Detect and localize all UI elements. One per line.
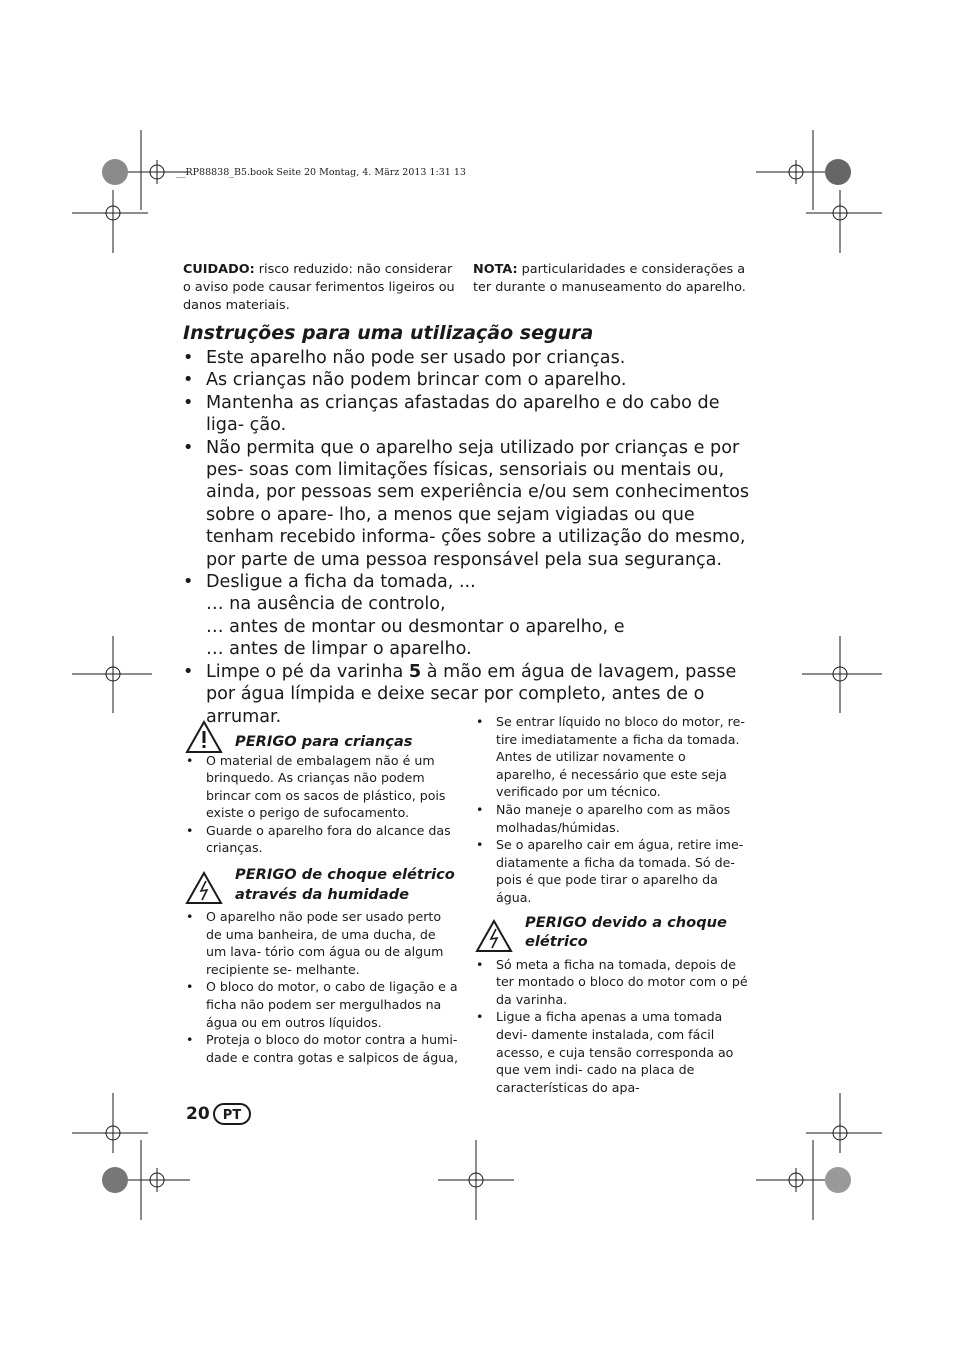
- list-item: • Mantenha as crianças afastadas do aparelho e do cabo de liga- ção.: [183, 392, 720, 436]
- list-item: • Ligue a ficha apenas a uma tomada devi- damente instalada, com fácil acesso, e cuja tensão corresponda ao que vem indi- cado na placa de características do apa-: [476, 1009, 734, 1095]
- list-item: • Se o aparelho cair em água, retire ime- diatamente a ficha da tomada. Só de- pois é que pode tirar o aparelho da água.: [476, 837, 744, 905]
- right-column: [473, 713, 748, 1096]
- list-item: • Limpe o pé da varinha 5 à mão em água de lavagem, passe por água límpida e deixe secar por completo, antes de o arrumar.: [183, 661, 737, 727]
- list-item: • O bloco do motor, o cabo de ligação e a ficha não podem ser mergulhados na água ou em outros líquidos.: [186, 979, 458, 1030]
- danger-moisture-title: PERIGO de choque elétrico através da humidade: [235, 866, 455, 903]
- electric-shock-triangle-icon: [475, 919, 513, 953]
- list-item: • As crianças não podem brincar com o aparelho.: [183, 370, 627, 391]
- list-item: • Não maneje o aparelho com as mãos molhadas/húmidas.: [476, 801, 731, 835]
- left-column: [183, 718, 458, 1066]
- caution-text: risco reduzido: não considerar o aviso pode causar ferimentos ligeiros ou danos materiais.: [183, 262, 455, 313]
- section-title: Instruções para uma utilização segura: [183, 322, 594, 344]
- book-file-header: __RP88838_B5.book Seite 20 Montag, 4. März 2013 1:31 13: [176, 167, 466, 178]
- list-item: • Guarde o aparelho fora do alcance das crianças.: [186, 822, 451, 856]
- list-item: • Só meta a ficha na tomada, depois de ter montado o bloco do motor com o pé da varinha.: [476, 956, 748, 1007]
- page-number: 20: [186, 1104, 210, 1124]
- part-number: 5: [408, 661, 422, 682]
- list-item: • Se entrar líquido no bloco do motor, re- tire imediatamente a ficha da tomada. Antes de utilizar novamente o aparelho, é necessário que este seja verificado por um técnico.: [476, 714, 745, 800]
- danger-shock-title: PERIGO devido a choque elétrico: [525, 913, 727, 951]
- sub-item: … antes de limpar o aparelho.: [206, 639, 472, 660]
- list-item: • Proteja o bloco do motor contra a humi- dade e contra gotas e salpicos de água,: [186, 1032, 458, 1065]
- electric-shock-triangle-icon: [185, 871, 223, 905]
- danger-shock-box: [473, 913, 748, 952]
- danger-moisture-box: [183, 865, 458, 904]
- safety-list: [183, 347, 753, 728]
- sub-item: … na ausência de controlo,: [206, 594, 446, 615]
- note-text: particularidades e considerações a ter durante o manuseamento do aparelho.: [473, 262, 746, 295]
- list-item: • Este aparelho não pode ser usado por crianças.: [183, 348, 626, 368]
- note-legend: [473, 261, 748, 297]
- danger-children-title: PERIGO para crianças: [235, 733, 413, 750]
- caution-label: CUIDADO:: [183, 262, 255, 277]
- caution-legend: [183, 261, 458, 315]
- note-label: NOTA:: [473, 262, 518, 277]
- list-item: • O aparelho não pode ser usado perto de uma banheira, de uma ducha, de um lava- tório com água ou de algum recipiente se- melhante.: [186, 909, 444, 977]
- language-badge: PT: [213, 1103, 251, 1125]
- sub-item: … antes de montar ou desmontar o aparelho, e: [206, 616, 625, 637]
- danger-children-box: [183, 718, 458, 752]
- list-item: • Desligue a ficha da tomada, ... … na ausência de controlo, … antes de montar ou desmontar o aparelho, e … antes de limpar o aparelho.: [183, 571, 753, 661]
- list-item: • Não permita que o aparelho seja utilizado por crianças e por pes- soas com limitações físicas, sensoriais ou mentais ou, ainda, por pessoas sem experiência e/ou sem conhecimentos sobre o apare- lho, a menos que sejam vigiadas ou que tenham recebido informa- ções sobre a utilização do mesmo, por parte de uma pessoa responsável pela sua segurança.: [183, 437, 750, 570]
- warning-triangle-icon: [185, 720, 223, 754]
- list-item: • O material de embalagem não é um brinquedo. As crianças não podem brincar com os sacos de plástico, pois existe o perigo de sufocamento.: [186, 752, 446, 821]
